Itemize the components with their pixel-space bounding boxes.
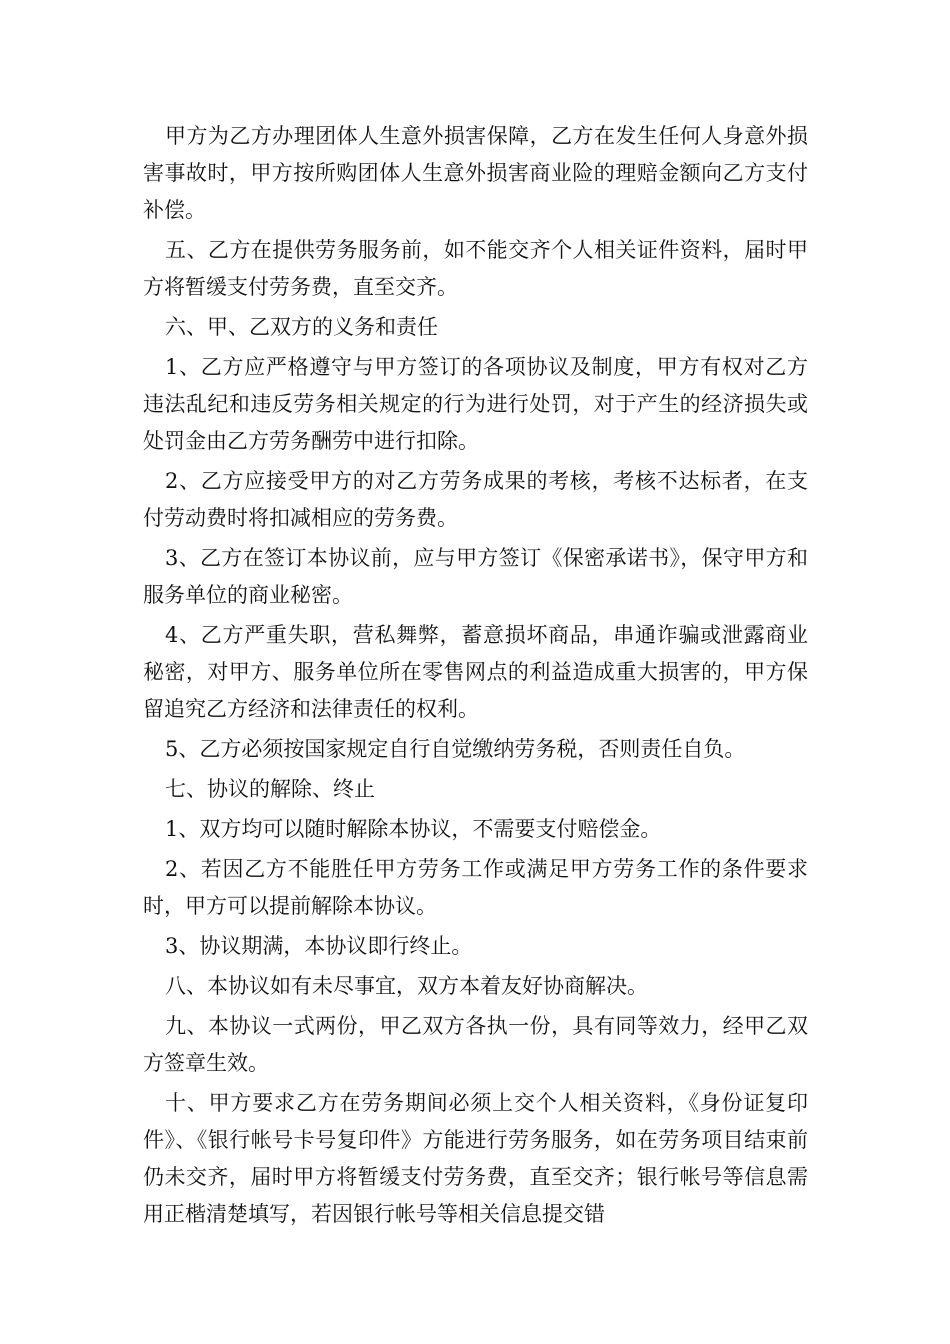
paragraph-clause-6-2: 2、乙方应接受甲方的对乙方劳务成果的考核，考核不达标者，在支付劳动费时将扣减相应的劳务费。: [143, 469, 808, 530]
paragraph-clause-10: 十、甲方要求乙方在劳务期间必须上交个人相关资料，《身份证复印件》、《银行帐号卡号复印件》方能进行劳务服务，如在劳务项目结束前仍未交齐，届时甲方将暂缓支付劳务费，直至交齐；银行帐号等信息需用正楷清楚填写，若因银行帐号等相关信息提交错: [143, 1091, 808, 1226]
paragraph-clause-9: 九、本协议一式两份，甲乙双方各执一份，具有同等效力，经甲乙双方签章生效。: [143, 1014, 808, 1075]
paragraph-clause-6-5: 5、乙方必须按国家规定自行自觉缴纳劳务税，否则责任自负。: [165, 737, 746, 761]
heading-clause-7: 七、协议的解除、终止: [165, 777, 375, 801]
paragraph-clause-6-4: 4、乙方严重失职，营私舞弊，蓄意损坏商品，串通诈骗或泄露商业秘密，对甲方、服务单位所在零售网点的利益造成重大损害的，甲方保留追究乙方经济和法律责任的权利。: [143, 623, 808, 721]
paragraph-insurance: 甲方为乙方办理团体人生意外损害保障，乙方在发生任何人身意外损害事故时，甲方按所购团体人生意外损害商业险的理赔金额向乙方支付补偿。: [143, 124, 808, 222]
paragraph-clause-8: 八、本协议如有未尽事宜，双方本着友好协商解决。: [165, 974, 648, 998]
paragraph-clause-5: 五、乙方在提供劳务服务前，如不能交齐个人相关证件资料，届时甲方将暂缓支付劳务费，直至交齐。: [143, 238, 808, 299]
paragraph-clause-7-3: 3、协议期满，本协议即行终止。: [165, 934, 473, 958]
document-body: [143, 118, 808, 1236]
paragraph-clause-7-1: 1、双方均可以随时解除本协议，不需要支付赔偿金。: [165, 817, 662, 841]
heading-clause-6: 六、甲、乙双方的义务和责任: [165, 315, 438, 339]
paragraph-clause-6-1: 1、乙方应严格遵守与甲方签订的各项协议及制度，甲方有权对乙方违法乱纪和违反劳务相关规定的行为进行处罚，对于产生的经济损失或处罚金由乙方劳务酬劳中进行扣除。: [143, 355, 808, 453]
paragraph-clause-6-3: 3、乙方在签订本协议前，应与甲方签订《保密承诺书》，保守甲方和服务单位的商业秘密。: [143, 546, 808, 607]
paragraph-clause-7-2: 2、若因乙方不能胜任甲方劳务工作或满足甲方劳务工作的条件要求时，甲方可以提前解除本协议。: [143, 857, 808, 918]
